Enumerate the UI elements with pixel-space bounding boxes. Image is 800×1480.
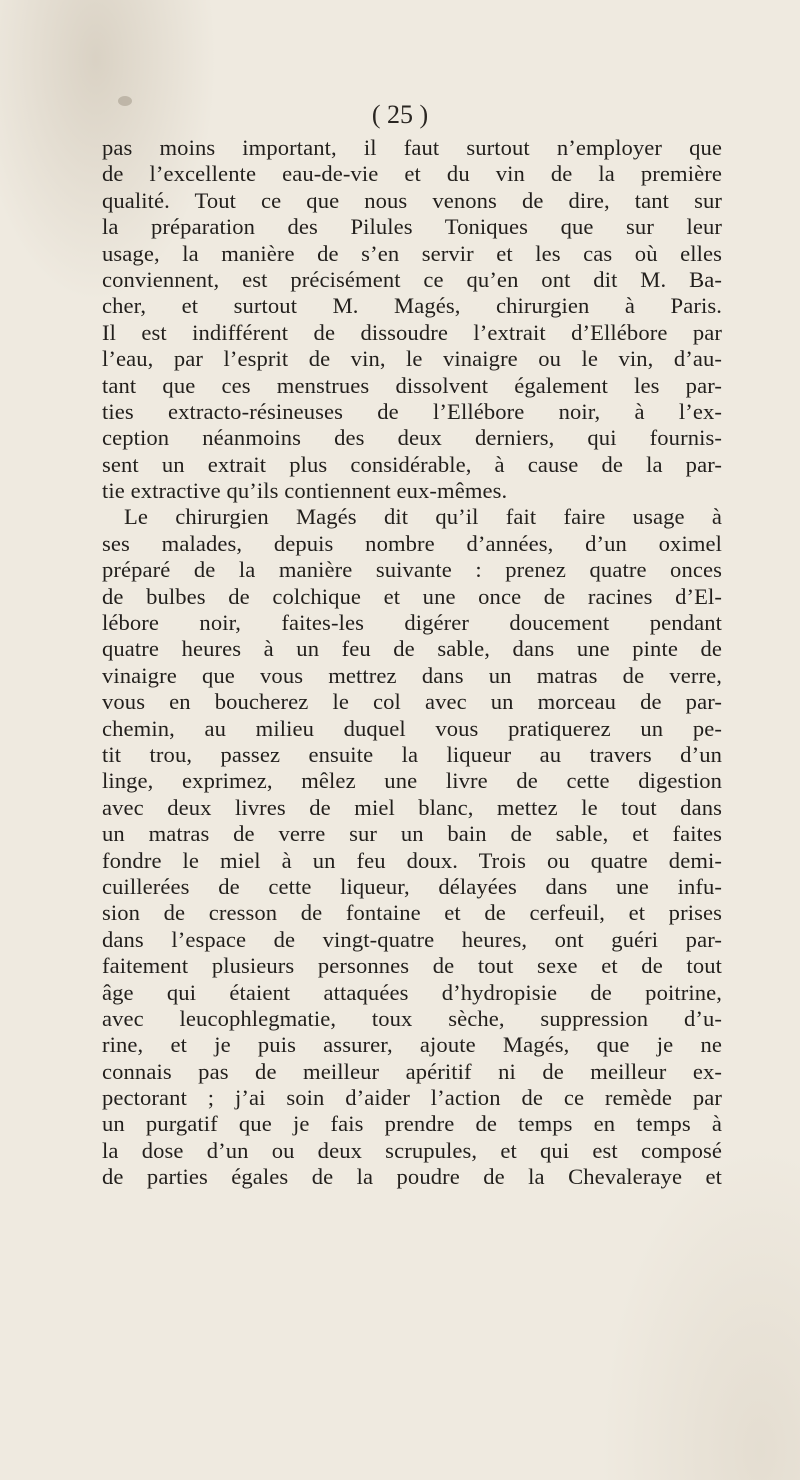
text-line: vinaigre que vous mettrez dans un matras de verre, xyxy=(102,662,722,688)
text-line: chemin, au milieu duquel vous pratiquerez un pe- xyxy=(102,715,722,741)
text-line: vous en boucherez le col avec un morceau de par- xyxy=(102,689,722,715)
text-line: pas moins important, il faut surtout n’employer que xyxy=(102,135,722,160)
text-line: tit trou, passez ensuite la liqueur au travers d’un xyxy=(102,741,722,767)
text-line: âge qui étaient attaquées d’hydropisie de poitrine, xyxy=(102,979,722,1005)
text-line: linge, exprimez, mêlez une livre de cette digestion xyxy=(102,768,722,794)
body-text xyxy=(102,135,722,1191)
text-line: avec deux livres de miel blanc, mettez le tout dans xyxy=(102,794,722,820)
text-line: ties extracto-résineuses de l’Ellébore noir, à l’ex- xyxy=(102,398,722,424)
text-line: de l’excellente eau-de-vie et du vin de la première xyxy=(102,161,722,187)
text-line: un purgatif que je fais prendre de temps en temps à xyxy=(102,1111,722,1137)
text-line-content: qualité. Tout ce que nous venons de dire, tant sur xyxy=(102,187,722,213)
text-line: usage, la manière de s’en servir et les cas où elles xyxy=(102,240,722,266)
text-line: sion de cresson de fontaine et de cerfeuil, et prises xyxy=(102,900,722,926)
text-line: tie extractive qu’ils contiennent eux-mêmes. xyxy=(102,478,508,504)
text-line: la dose d’un ou deux scrupules, et qui est composé xyxy=(102,1137,722,1163)
text-line: lébore noir, faites-les digérer doucement pendant xyxy=(102,610,722,636)
paragraph-2 xyxy=(102,504,722,1190)
paragraph-1 xyxy=(102,135,722,504)
text-line: de bulbes de colchique et une once de racines d’El- xyxy=(102,583,722,609)
text-line xyxy=(102,188,722,214)
text-line: Il est indifférent de dissoudre l’extrait d’Ellébore par xyxy=(102,319,722,345)
text-line: dans l’espace de vingt-quatre heures, ont guéri par- xyxy=(102,926,722,952)
text-line: avec leucophlegmatie, toux sèche, suppression d’u- xyxy=(102,1005,722,1031)
text-line: un matras de verre sur un bain de sable, et faites xyxy=(102,821,722,847)
text-line: connais pas de meilleur apéritif ni de meilleur ex- xyxy=(102,1058,722,1084)
text-line: rine, et je puis assurer, ajoute Magés, que je ne xyxy=(102,1032,722,1058)
text-line: la préparation des Pilules Toniques que sur leur xyxy=(102,214,722,240)
text-line: ception néanmoins des deux derniers, qui fournis- xyxy=(102,425,722,451)
text-line: de parties égales de la poudre de la Chevaleraye et xyxy=(102,1164,722,1190)
text-line: l’eau, par l’esprit de vin, le vinaigre ou le vin, d’au- xyxy=(102,346,722,372)
text-line: quatre heures à un feu de sable, dans une pinte de xyxy=(102,636,722,662)
text-line: Le chirurgien Magés dit qu’il fait faire usage à xyxy=(124,504,722,530)
text-line: cher, et surtout M. Magés, chirurgien à Paris. xyxy=(102,293,722,319)
text-line: faitement plusieurs personnes de tout sexe et de tout xyxy=(102,953,722,979)
text-line: sent un extrait plus considérable, à cause de la par- xyxy=(102,451,722,477)
text-line: préparé de la manière suivante : prenez quatre onces xyxy=(102,557,722,583)
text-line: conviennent, est précisément ce qu’en ont dit M. Ba- xyxy=(102,266,722,292)
text-line: pectorant ; j’ai soin d’aider l’action de ce remède par xyxy=(102,1085,722,1111)
text-line: ses malades, depuis nombre d’années, d’un oximel xyxy=(102,530,722,556)
text-line: cuillerées de cette liqueur, délayées dans une infu- xyxy=(102,873,722,899)
page-number: ( 25 ) xyxy=(371,100,429,129)
text-line: tant que ces menstrues dissolvent également les par- xyxy=(102,372,722,398)
text-line: fondre le miel à un feu doux. Trois ou quatre demi- xyxy=(102,847,722,873)
